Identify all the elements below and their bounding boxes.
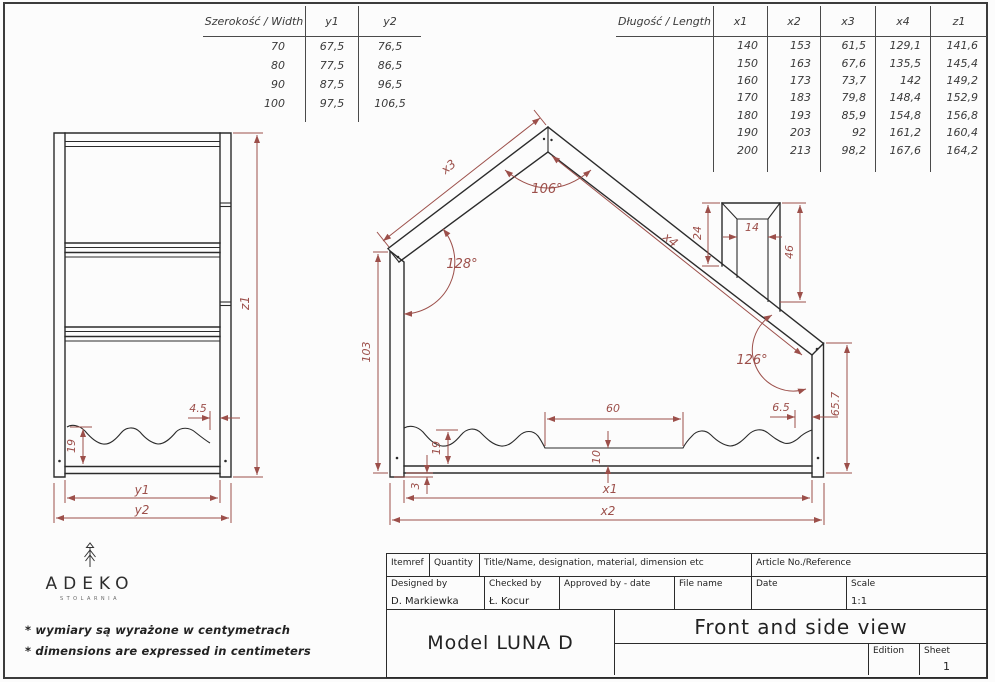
table-cell: 85,9 bbox=[820, 107, 875, 124]
dim-label-side-4-5: 4.5 bbox=[189, 402, 207, 415]
adeko-logo bbox=[30, 538, 150, 602]
dim-label-side-19: 19 bbox=[65, 439, 78, 453]
table-cell: 129,1 bbox=[875, 37, 930, 54]
scale-value: 1:1 bbox=[851, 596, 868, 607]
edition-label: Edition bbox=[873, 646, 905, 656]
table-cell: 167,6 bbox=[875, 141, 930, 158]
table-cell: 152,9 bbox=[930, 89, 987, 106]
front-view-geometry bbox=[388, 127, 824, 477]
table-cell: 200 bbox=[713, 141, 767, 158]
chimney bbox=[722, 203, 780, 311]
dim-label-10: 10 bbox=[590, 450, 603, 464]
dim-label-x2: x2 bbox=[600, 504, 616, 518]
table-cell: 106,5 bbox=[358, 94, 421, 113]
title-block bbox=[386, 553, 988, 678]
sheet-value: 1 bbox=[943, 660, 950, 673]
dim-label-x3: x3 bbox=[438, 156, 459, 177]
table-cell: 160,4 bbox=[930, 124, 987, 141]
table-cell: 203 bbox=[767, 124, 820, 141]
table-cell: x2 bbox=[767, 6, 820, 36]
angle-label-106: 106° bbox=[531, 182, 563, 197]
dim-label-3: 3 bbox=[409, 482, 422, 490]
table-cell: 173 bbox=[767, 72, 820, 89]
checked-by-value: Ł. Kocur bbox=[489, 596, 530, 607]
table-cell: 163 bbox=[767, 54, 820, 71]
table-cell: 141,6 bbox=[930, 37, 987, 54]
table-cell: 149,2 bbox=[930, 72, 987, 89]
dim-label-z1: z1 bbox=[238, 296, 252, 310]
quantity-cell bbox=[429, 554, 479, 576]
table-cell: 164,2 bbox=[930, 141, 987, 158]
empty-cell bbox=[615, 644, 868, 675]
table-cell: 79,8 bbox=[820, 89, 875, 106]
table-cell: 142 bbox=[875, 72, 930, 89]
dimension-notes bbox=[25, 620, 311, 662]
dim-label-46: 46 bbox=[783, 245, 796, 259]
dim-label-60: 60 bbox=[606, 402, 620, 415]
article-label: Article No./Reference bbox=[756, 558, 852, 568]
quantity-label: Quantity bbox=[434, 558, 473, 568]
dim-label-65-7: 65.7 bbox=[829, 391, 842, 417]
table-cell: 67,5 bbox=[305, 37, 358, 56]
table-cell: 154,8 bbox=[875, 107, 930, 124]
title-name-label: Title/Name, designation, material, dimension etc bbox=[484, 558, 704, 568]
designed-by-cell bbox=[387, 577, 484, 609]
table-cell: 70 bbox=[271, 40, 285, 53]
table-cell: 180 bbox=[713, 107, 767, 124]
table-cell: Szerokość / Width bbox=[204, 14, 304, 28]
tree-icon bbox=[78, 538, 102, 568]
table-cell: 156,8 bbox=[930, 107, 987, 124]
table-cell: x1 bbox=[713, 6, 767, 36]
dim-label-103: 103 bbox=[360, 341, 373, 363]
approved-by-label: Approved by - date bbox=[564, 579, 651, 589]
table-cell: 145,4 bbox=[930, 54, 987, 71]
angle-label-126: 126° bbox=[736, 353, 768, 368]
table-cell: Długość / Length bbox=[618, 14, 711, 28]
checked-by-cell bbox=[484, 577, 559, 609]
designed-by-value: D. Markiewka bbox=[391, 596, 459, 607]
table-cell: 100 bbox=[264, 97, 285, 110]
logo-subtitle-text: STOLARNIA bbox=[59, 596, 121, 602]
approved-by-cell bbox=[559, 577, 674, 609]
table-cell: 90 bbox=[271, 78, 285, 91]
date-label: Date bbox=[756, 579, 778, 589]
dim-label-front-19: 19 bbox=[430, 441, 443, 455]
view-title: Front and side view bbox=[694, 614, 908, 639]
model-name: Model LUNA D bbox=[427, 631, 574, 654]
table-cell: y2 bbox=[358, 6, 421, 36]
table-cell: 150 bbox=[713, 54, 767, 71]
table-cell: 153 bbox=[767, 37, 820, 54]
table-cell: 170 bbox=[713, 89, 767, 106]
dim-label-x1: x1 bbox=[602, 482, 618, 496]
file-name-label: File name bbox=[679, 579, 723, 589]
dim-label-y1: y1 bbox=[134, 483, 150, 497]
table-cell: 86,5 bbox=[358, 56, 421, 75]
dim-label-14: 14 bbox=[745, 221, 759, 234]
table-cell: 183 bbox=[767, 89, 820, 106]
front-view bbox=[360, 110, 852, 525]
dim-label-y2: y2 bbox=[134, 503, 150, 517]
note-line-en: * dimensions are expressed in centimeters bbox=[25, 644, 311, 658]
table-cell: 73,7 bbox=[820, 72, 875, 89]
table-cell: 140 bbox=[713, 37, 767, 54]
note-line-pl: * wymiary są wyrażone w centymetrach bbox=[25, 623, 291, 637]
table-cell: 61,5 bbox=[820, 37, 875, 54]
table-cell: 67,6 bbox=[820, 54, 875, 71]
dim-label-x4: x4 bbox=[660, 229, 681, 250]
side-view-geometry bbox=[54, 133, 231, 477]
table-cell: x4 bbox=[875, 6, 930, 36]
table-cell: 77,5 bbox=[305, 56, 358, 75]
itemref-label: Itemref bbox=[391, 558, 424, 568]
angle-label-128: 128° bbox=[446, 257, 478, 272]
table-cell: 213 bbox=[767, 141, 820, 158]
table-cell: 193 bbox=[767, 107, 820, 124]
file-name-cell bbox=[674, 577, 751, 609]
table-cell: 92 bbox=[820, 124, 875, 141]
table-cell: 76,5 bbox=[358, 37, 421, 56]
designed-by-label: Designed by bbox=[391, 579, 448, 589]
itemref-cell bbox=[387, 554, 429, 576]
logo-brand-text: ADEKO bbox=[45, 574, 135, 594]
table-cell: x3 bbox=[820, 6, 875, 36]
table-cell: 97,5 bbox=[305, 94, 358, 113]
table-cell: 148,4 bbox=[875, 89, 930, 106]
checked-by-label: Checked by bbox=[489, 579, 542, 589]
side-scallop-edge bbox=[67, 425, 210, 444]
edition-cell bbox=[868, 644, 919, 675]
table-cell: 161,2 bbox=[875, 124, 930, 141]
date-cell bbox=[751, 577, 846, 609]
table-cell: 160 bbox=[713, 72, 767, 89]
table-cell: 87,5 bbox=[305, 75, 358, 94]
dim-label-6-5: 6.5 bbox=[772, 401, 790, 414]
table-cell: 190 bbox=[713, 124, 767, 141]
title-name-cell bbox=[479, 554, 751, 576]
sheet-cell bbox=[919, 644, 987, 675]
sheet-label: Sheet bbox=[924, 646, 951, 656]
scale-cell bbox=[846, 577, 987, 609]
left-post bbox=[390, 251, 404, 477]
table-cell: 80 bbox=[271, 59, 285, 72]
table-cell: 96,5 bbox=[358, 75, 421, 94]
table-cell: 135,5 bbox=[875, 54, 930, 71]
table-cell: 98,2 bbox=[820, 141, 875, 158]
article-cell bbox=[751, 554, 987, 576]
table-cell: z1 bbox=[930, 6, 987, 36]
scale-label: Scale bbox=[851, 579, 876, 589]
side-view bbox=[54, 133, 263, 523]
table-cell: y1 bbox=[305, 6, 358, 36]
dim-label-24: 24 bbox=[691, 226, 704, 240]
